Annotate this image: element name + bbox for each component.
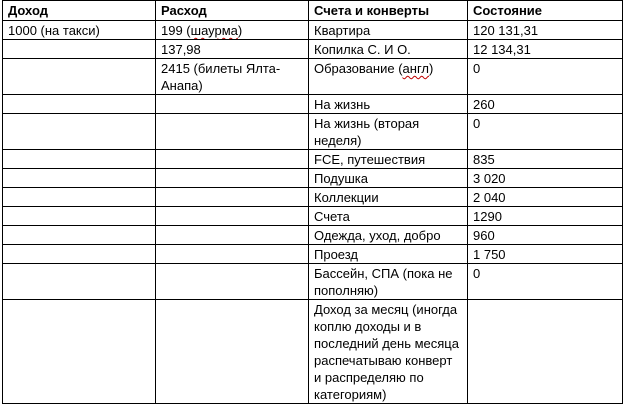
account-cell: На жизнь	[309, 95, 468, 114]
expense-cell	[156, 95, 309, 114]
state-cell	[468, 300, 623, 404]
state-cell: 0	[468, 59, 623, 95]
income-cell	[3, 59, 156, 95]
account-cell: Квартира	[309, 21, 468, 40]
account-cell: Копилка С. И О.	[309, 40, 468, 59]
state-cell: 1 750	[468, 245, 623, 264]
income-cell	[3, 95, 156, 114]
expense-text: 199 (	[161, 23, 191, 38]
income-cell	[3, 300, 156, 404]
account-cell: FCE, путешествия	[309, 150, 468, 169]
state-cell: 0	[468, 264, 623, 300]
expense-cell	[156, 188, 309, 207]
state-cell: 3 020	[468, 169, 623, 188]
expense-cell	[156, 114, 309, 150]
income-cell	[3, 245, 156, 264]
state-cell: 2 040	[468, 188, 623, 207]
table-row	[3, 169, 623, 188]
table-row	[3, 95, 623, 114]
header-income: Доход	[3, 1, 156, 21]
expense-cell: 2415 (билеты Ялта-Анапа)	[156, 59, 309, 95]
expense-cell	[156, 264, 309, 300]
income-cell	[3, 264, 156, 300]
income-cell: 1000 (на такси)	[3, 21, 156, 40]
income-cell	[3, 114, 156, 150]
account-cell: На жизнь (вторая неделя)	[309, 114, 468, 150]
state-cell: 1290	[468, 207, 623, 226]
income-cell	[3, 207, 156, 226]
income-cell	[3, 226, 156, 245]
income-cell	[3, 169, 156, 188]
account-cell	[309, 59, 468, 95]
table-row	[3, 226, 623, 245]
table-row	[3, 21, 623, 40]
income-cell	[3, 150, 156, 169]
table-row	[3, 300, 623, 404]
income-cell	[3, 40, 156, 59]
header-state: Состояние	[468, 1, 623, 21]
expense-cell	[156, 207, 309, 226]
account-cell: Коллекции	[309, 188, 468, 207]
state-cell: 0	[468, 114, 623, 150]
account-cell: Доход за месяц (иногда коплю доходы и в последний день месяца распечатываю конверт и распределяю по категориям)	[309, 300, 468, 404]
state-cell: 960	[468, 226, 623, 245]
table-row	[3, 40, 623, 59]
header-accounts: Счета и конверты	[309, 1, 468, 21]
table-row	[3, 207, 623, 226]
expense-cell	[156, 169, 309, 188]
expense-text: )	[237, 23, 243, 38]
state-cell: 835	[468, 150, 623, 169]
table-row	[3, 188, 623, 207]
expense-cell	[156, 245, 309, 264]
state-cell: 12 134,31	[468, 40, 623, 59]
account-cell: Бассейн, СПА (пока не пополняю)	[309, 264, 468, 300]
expense-cell	[156, 226, 309, 245]
table-row	[3, 150, 623, 169]
income-cell	[3, 188, 156, 207]
account-text: Образование (	[314, 61, 403, 76]
expense-cell	[156, 300, 309, 404]
header-row	[3, 1, 623, 21]
table-row	[3, 264, 623, 300]
budget-table	[2, 0, 623, 404]
spellcheck-word: англ	[402, 61, 429, 76]
account-cell: Проезд	[309, 245, 468, 264]
account-cell: Подушка	[309, 169, 468, 188]
expense-cell	[156, 150, 309, 169]
table-row	[3, 245, 623, 264]
expense-cell: 137,98	[156, 40, 309, 59]
table-row	[3, 114, 623, 150]
account-cell: Одежда, уход, добро	[309, 226, 468, 245]
account-cell: Счета	[309, 207, 468, 226]
header-expense: Расход	[156, 1, 309, 21]
expense-cell	[156, 21, 309, 40]
state-cell: 120 131,31	[468, 21, 623, 40]
spellcheck-word: шаурма	[190, 23, 238, 38]
state-cell: 260	[468, 95, 623, 114]
table-row	[3, 59, 623, 95]
account-text: )	[428, 61, 434, 76]
